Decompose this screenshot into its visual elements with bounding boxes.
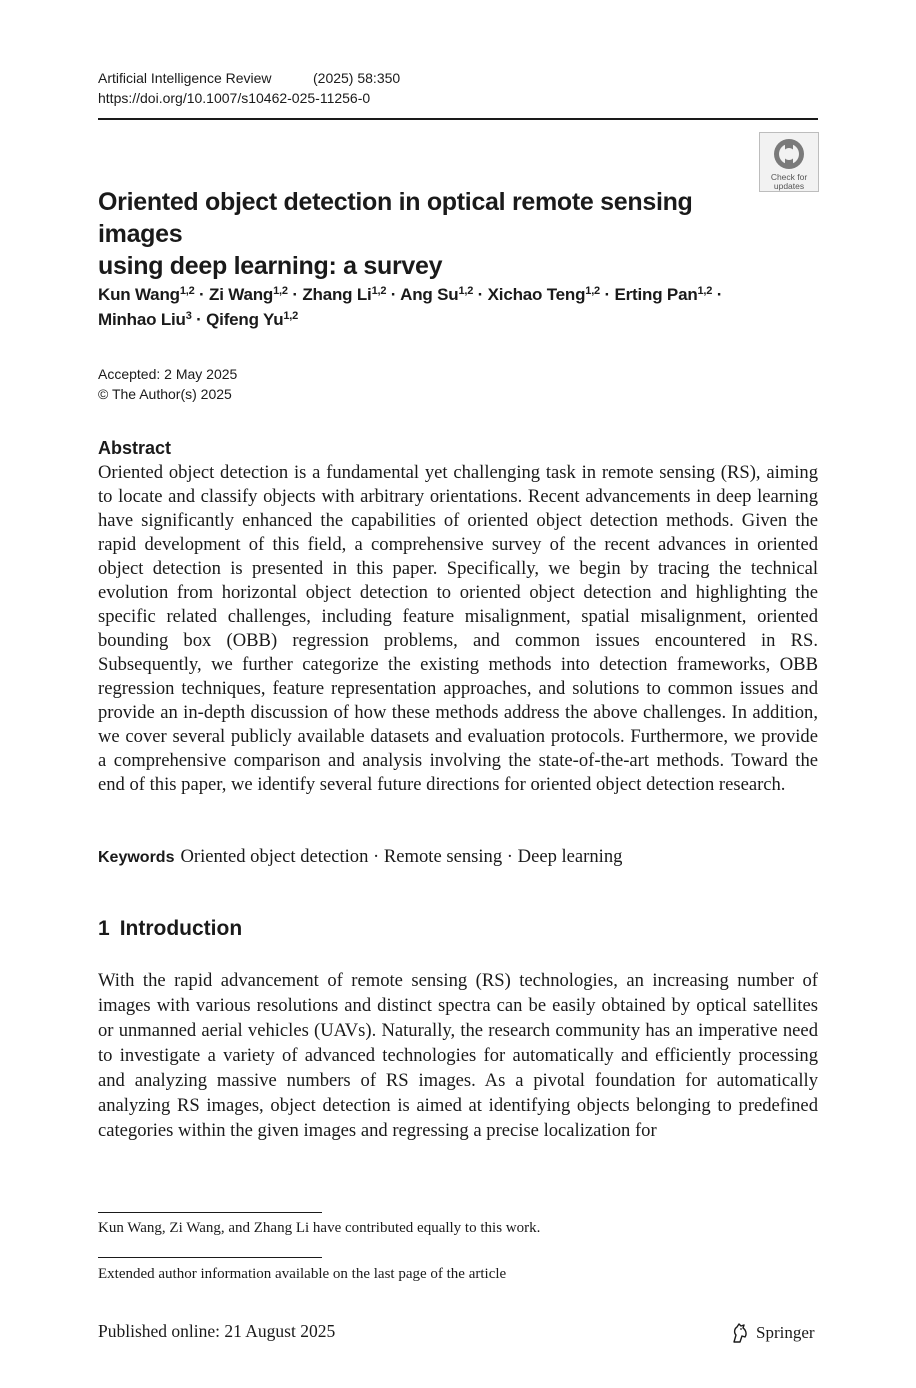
paper-title [98, 186, 758, 282]
author[interactable]: Qifeng Yu$^{1,2}$ [206, 310, 299, 329]
introduction-text: With the rapid advancement of remote sensing (RS) technologies, an increasing number of images with various resolutions and distinct spectra can be easily obtained by optical satellites or unmanned aerial vehicles (UAVs). Naturally, the research community has an imperative need to investigate a variety of advanced technologies for automatically and efficiently processing and analyzing massive numbers of RS images. As a pivotal foundation for automatically analyzing RS images, object detection is aimed at identifying objects belonging to predefined categories within the given images and regressing a precise localization for [98, 970, 818, 1141]
keywords-text: Oriented object detection · Remote sensing · Deep learning [180, 846, 623, 867]
extended-info-footnote: Extended author information available on the last page of the article [98, 1266, 507, 1282]
author-list: Kun Wang$^{1,2}$ · Zi Wang$^{1,2}$ · Zhang Li$^{1,2}$ · Ang Su$^{1,2}$ · Xichao Teng$^{1,2}$ · Erting Pan$^{1,2}$ · Minhao Liu$^3$ · Qifeng Yu$^{1,2}$ [98, 285, 723, 329]
check-for-updates-icon [772, 137, 806, 171]
author[interactable]: Xichao Teng$^{1,2}$ [487, 285, 600, 304]
contribution-footnote: Kun Wang, Zi Wang, and Zhang Li have contributed equally to this work. [98, 1220, 541, 1236]
badge-line-1: Check for [770, 172, 808, 182]
publisher-name: Springer [756, 1323, 815, 1342]
abstract-heading: Abstract [98, 438, 172, 458]
article-meta [98, 364, 237, 404]
footnote-rule [98, 1257, 322, 1258]
title-line-2: using deep learning: a survey [98, 252, 443, 280]
publisher-logo [730, 1321, 815, 1345]
keywords-label: Keywords [98, 849, 175, 866]
journal-volume: (2025) 58:350 [313, 70, 401, 86]
footnote-rule [98, 1212, 322, 1213]
title-line-1: Oriented object detection in optical remote sensing images [98, 188, 693, 248]
header-rule [98, 118, 818, 120]
author[interactable]: Erting Pan$^{1,2}$ [614, 285, 713, 304]
author[interactable]: Zi Wang$^{1,2}$ [209, 285, 288, 304]
author[interactable]: Minhao Liu$^3$ [98, 310, 192, 329]
published-date: Published online: 21 August 2025 [98, 1321, 336, 1341]
abstract-text: Oriented object detection is a fundamental yet challenging task in remote sensing (RS), aiming to locate and classify objects with arbitrary orientations. Recent advancements in deep learning have significantly enhanced the capabilities of oriented object detection methods. Given the rapid development of this field, a comprehensive survey of the recent advances in oriented object detection is presented in this paper. Specifically, we begin by tracing the technical evolution from horizontal object detection to oriented object detection and highlighting the specific related challenges, including feature misalignment, spatial misalignment, oriented bounding box (OBB) regression problems, and common issues encountered in RS. Subsequently, we further categorize the existing methods into detection frameworks, OBB regression techniques, feature representation approaches, and solutions to common issues and provide an in-depth discussion of how these methods address the above challenges. In addition, we cover several publicly available datasets and evaluation protocols. Furthermore, we provide a comprehensive comparison and analysis involving the state-of-the-art methods. Toward the end of this paper, we identify several future directions for oriented object detection research. [98, 462, 818, 795]
author[interactable]: Zhang Li$^{1,2}$ [302, 285, 387, 304]
section-number: 1 [98, 917, 110, 940]
keywords [98, 845, 622, 870]
copyright: © The Author(s) 2025 [98, 386, 232, 402]
author[interactable]: Kun Wang$^{1,2}$ [98, 285, 195, 304]
author[interactable]: Ang Su$^{1,2}$ [400, 285, 474, 304]
journal-name: Artificial Intelligence Review [98, 70, 272, 86]
section-heading [98, 914, 242, 944]
section-title: Introduction [119, 917, 243, 940]
check-for-updates-badge[interactable] [759, 132, 819, 192]
badge-line-2: updates [773, 181, 805, 191]
accepted-date: Accepted: 2 May 2025 [98, 366, 238, 382]
doi-link[interactable]: https://doi.org/10.1007/s10462-025-11256-0 [98, 90, 371, 106]
springer-horse-icon [730, 1322, 750, 1344]
